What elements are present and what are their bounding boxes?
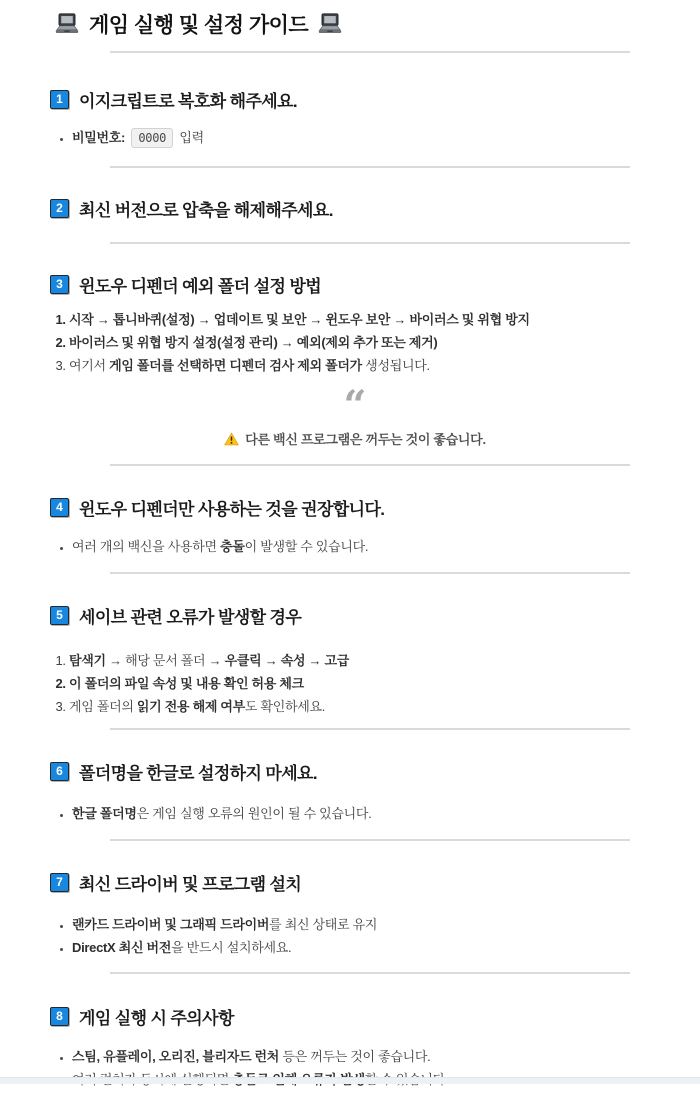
section-4-number-badge: 4 <box>50 498 69 517</box>
bullet-text: 충돌 <box>220 539 245 554</box>
warning-text: 다른 백신 프로그램은 꺼두는 것이 좋습니다. <box>245 432 486 447</box>
bullet-text: 를 최신 상태로 유지 <box>269 917 378 932</box>
section-5-heading <box>50 603 660 627</box>
list-item <box>72 913 660 936</box>
section-divider <box>110 572 630 574</box>
step-item <box>69 672 660 695</box>
bullet-text: 이 발생할 수 있습니다. <box>244 539 369 554</box>
section-3-title: 윈도우 디펜더 예외 폴더 설정 방법 <box>79 276 322 296</box>
step-text: 이 폴더의 파일 속성 및 내용 확인 허용 체크 <box>69 676 304 691</box>
section-8-number-badge: 8 <box>50 1007 69 1026</box>
list-item <box>72 1045 660 1068</box>
section-divider <box>110 839 630 841</box>
step-text: 게임 폴더의 <box>69 699 137 714</box>
bullet-text: 한글 폴더명 <box>72 806 137 821</box>
section-2-number-badge: 2 <box>50 199 69 218</box>
warning-row <box>50 429 660 448</box>
list-item <box>72 802 660 825</box>
section-8-list <box>58 1045 660 1091</box>
step-item <box>69 331 660 354</box>
section-8-heading <box>50 1004 660 1028</box>
section-divider <box>110 464 630 466</box>
section-divider <box>110 728 630 730</box>
list-item <box>72 936 660 959</box>
step-text: 게임 폴더를 선택하면 디펜더 검사 제외 폴더가 <box>109 358 362 373</box>
step-item <box>69 695 660 718</box>
laptop-icon <box>54 12 80 36</box>
section-5-title: 세이브 관련 오류가 발생할 경우 <box>79 607 302 627</box>
section-2-title: 최신 버전으로 압축을 해제해주세요. <box>79 200 333 220</box>
section-3-steps <box>52 308 660 377</box>
quote-mark: “ <box>343 382 367 429</box>
section-1-heading <box>50 87 660 111</box>
step-text: 시작 → 톱니바퀴(설정) → 업데이트 및 보안 → 윈도우 보안 → 바이러스 및 위협 방지 <box>69 312 530 327</box>
section-1-number-badge: 1 <box>50 90 69 109</box>
password-suffix: 입력 <box>179 130 204 145</box>
section-divider <box>110 242 630 244</box>
step-item <box>69 308 660 331</box>
section-divider <box>110 972 630 974</box>
step-text: 도 확인하세요. <box>244 699 326 714</box>
step-text: 탐색기 <box>69 653 106 668</box>
section-6-number-badge: 6 <box>50 762 69 781</box>
section-4-list <box>58 535 660 558</box>
step-item <box>69 354 660 377</box>
password-code-box: 0000 <box>131 128 173 148</box>
section-1-title: 이지크립트로 복호화 해주세요. <box>79 91 298 111</box>
step-text: 바이러스 및 위협 방지 설정(설정 관리) → 예외(제외 추가 또는 제거) <box>69 335 438 350</box>
step-item <box>69 649 660 672</box>
section-4-title: 윈도우 디펜더만 사용하는 것을 권장합니다. <box>79 499 385 519</box>
list-item <box>72 535 660 558</box>
step-text: 생성됩니다. <box>361 358 430 373</box>
section-7-list <box>58 913 660 959</box>
section-2-heading <box>50 196 660 220</box>
section-6-title: 폴더명을 한글로 설정하지 마세요. <box>79 763 318 783</box>
section-divider <box>110 51 630 53</box>
bullet-text: 을 반드시 설치하세요. <box>171 940 292 955</box>
section-7-title: 최신 드라이버 및 프로그램 설치 <box>79 874 302 894</box>
step-text: → 해당 문서 폴더 → <box>105 653 225 668</box>
section-7-number-badge: 7 <box>50 873 69 892</box>
section-6-list <box>58 802 660 825</box>
step-text: 읽기 전용 해제 여부 <box>136 699 245 714</box>
page-title <box>54 0 660 38</box>
section-5-number-badge: 5 <box>50 606 69 625</box>
warning-icon <box>224 432 239 446</box>
bullet-text: 스팀, 유플레이, 오리진, 블리자드 런처 <box>72 1049 280 1064</box>
section-8-title: 게임 실행 시 주의사항 <box>79 1008 234 1028</box>
section-5-steps <box>52 649 660 718</box>
bullet-text: DirectX 최신 버전 <box>72 940 172 955</box>
step-text: 우클릭 → 속성 → 고급 <box>224 653 350 668</box>
bullet-text: 은 게임 실행 오류의 원인이 될 수 있습니다. <box>136 806 372 821</box>
bullet-text: 등은 꺼두는 것이 좋습니다. <box>279 1049 431 1064</box>
laptop-icon <box>317 12 343 36</box>
section-6-heading <box>50 759 660 783</box>
password-list-item <box>72 126 660 149</box>
bullet-text: 랜카드 드라이버 및 그래픽 드라이버 <box>72 917 270 932</box>
section-4-heading <box>50 495 660 519</box>
page-title-text: 게임 실행 및 설정 가이드 <box>89 13 309 37</box>
section-3-heading <box>50 272 660 296</box>
bullet-text: 여러 개의 백신을 사용하면 <box>72 539 221 554</box>
section-7-heading <box>50 870 660 894</box>
section-3-number-badge: 3 <box>50 275 69 294</box>
page-bottom-strip <box>0 1077 700 1084</box>
section-divider <box>110 166 630 168</box>
section-1-list <box>58 126 660 149</box>
password-label: 비밀번호: <box>72 130 126 145</box>
step-text: 여기서 <box>69 358 110 373</box>
